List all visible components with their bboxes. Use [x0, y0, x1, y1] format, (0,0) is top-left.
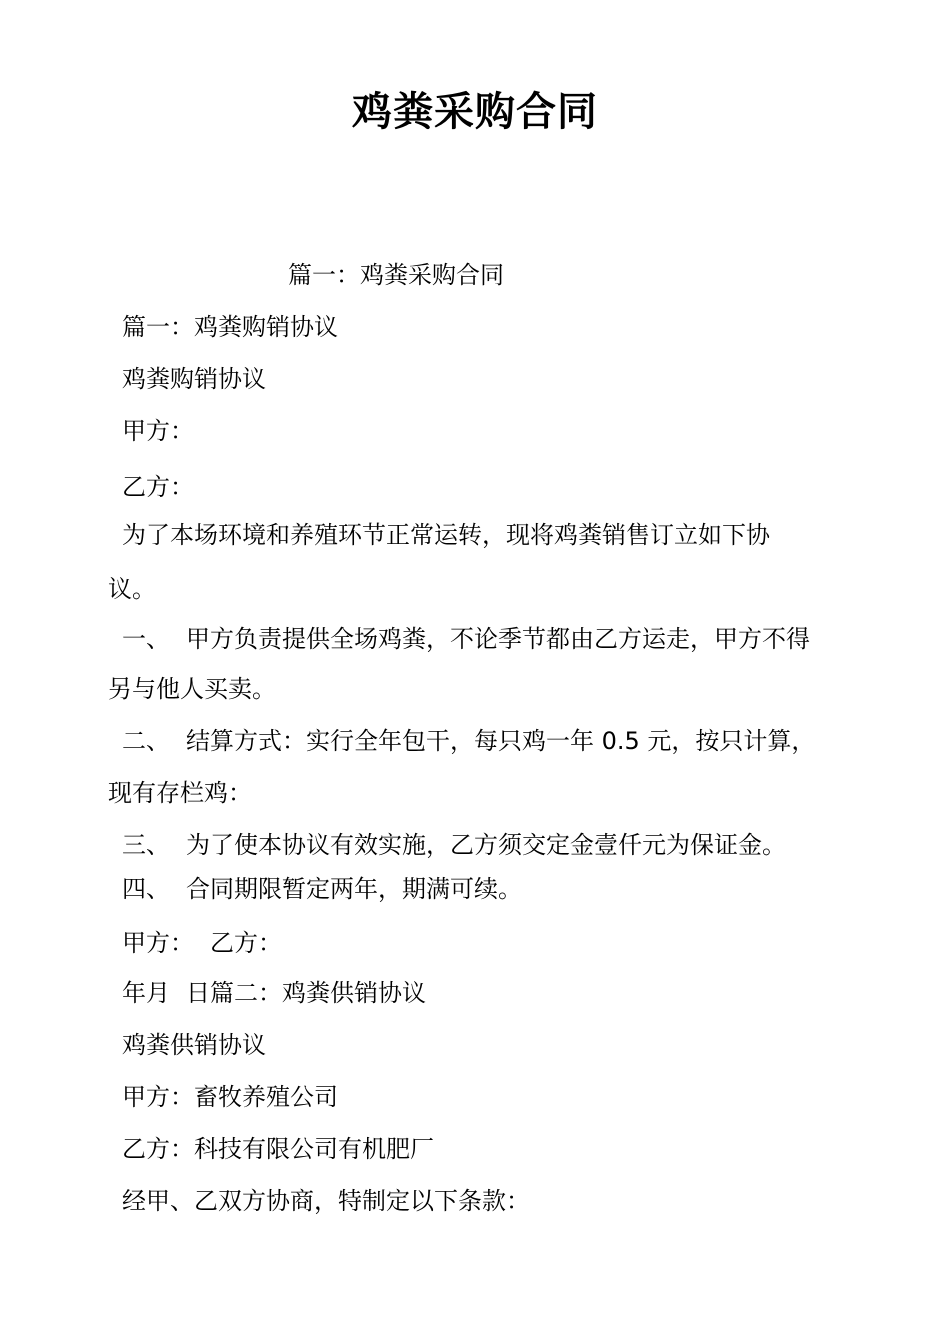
- clause-1-number: 一、: [122, 625, 170, 653]
- section2-party-a: 甲方：畜牧养殖公司: [122, 1083, 338, 1111]
- section1-party-a: 甲方：: [122, 417, 194, 445]
- section1-name: 鸡粪购销协议: [122, 365, 266, 393]
- clause-2-text-line1: 结算方式：实行全年包干，每只鸡一年 0.5 元，按只计算，: [186, 727, 816, 755]
- section1-party-b: 乙方：: [122, 473, 194, 501]
- document-title: 鸡粪采购合同: [352, 88, 598, 135]
- section2-intro: 经甲、乙双方协商，特制定以下条款：: [122, 1187, 530, 1215]
- signature-party-b: 乙方：: [210, 929, 282, 957]
- clause-1: [122, 622, 810, 656]
- clause-3-number: 三、: [122, 831, 170, 859]
- document-subtitle: 篇一：鸡粪采购合同: [288, 261, 504, 289]
- clause-1-text-line2: 另与他人买卖。: [108, 675, 276, 703]
- section2-party-b: 乙方：科技有限公司有机肥厂: [122, 1135, 434, 1163]
- signature-party-a: 甲方：: [122, 929, 194, 957]
- date-prefix: 年月: [122, 979, 170, 1007]
- date-line: [122, 976, 426, 1010]
- clause-1-text-line1: 甲方负责提供全场鸡粪，不论季节都由乙方运走，甲方不得: [186, 625, 810, 653]
- clause-2-number: 二、: [122, 727, 170, 755]
- clause-4: [122, 872, 522, 906]
- section2-name: 鸡粪供销协议: [122, 1031, 266, 1059]
- section1-intro-line2: 议。: [108, 575, 156, 603]
- clause-3: [122, 828, 786, 862]
- clause-4-text: 合同期限暂定两年，期满可续。: [186, 875, 522, 903]
- signature-line: [122, 926, 282, 960]
- clause-2: [122, 724, 815, 758]
- section1-intro-line1: 为了本场环境和养殖环节正常运转，现将鸡粪销售订立如下协: [122, 521, 770, 549]
- clause-3-text: 为了使本协议有效实施，乙方须交定金壹仟元为保证金。: [186, 831, 786, 859]
- section2-heading: 日篇二：鸡粪供销协议: [186, 979, 426, 1007]
- clause-2-text-line2: 现有存栏鸡：: [108, 779, 252, 807]
- section1-heading: 篇一：鸡粪购销协议: [122, 313, 338, 341]
- clause-4-number: 四、: [122, 875, 170, 903]
